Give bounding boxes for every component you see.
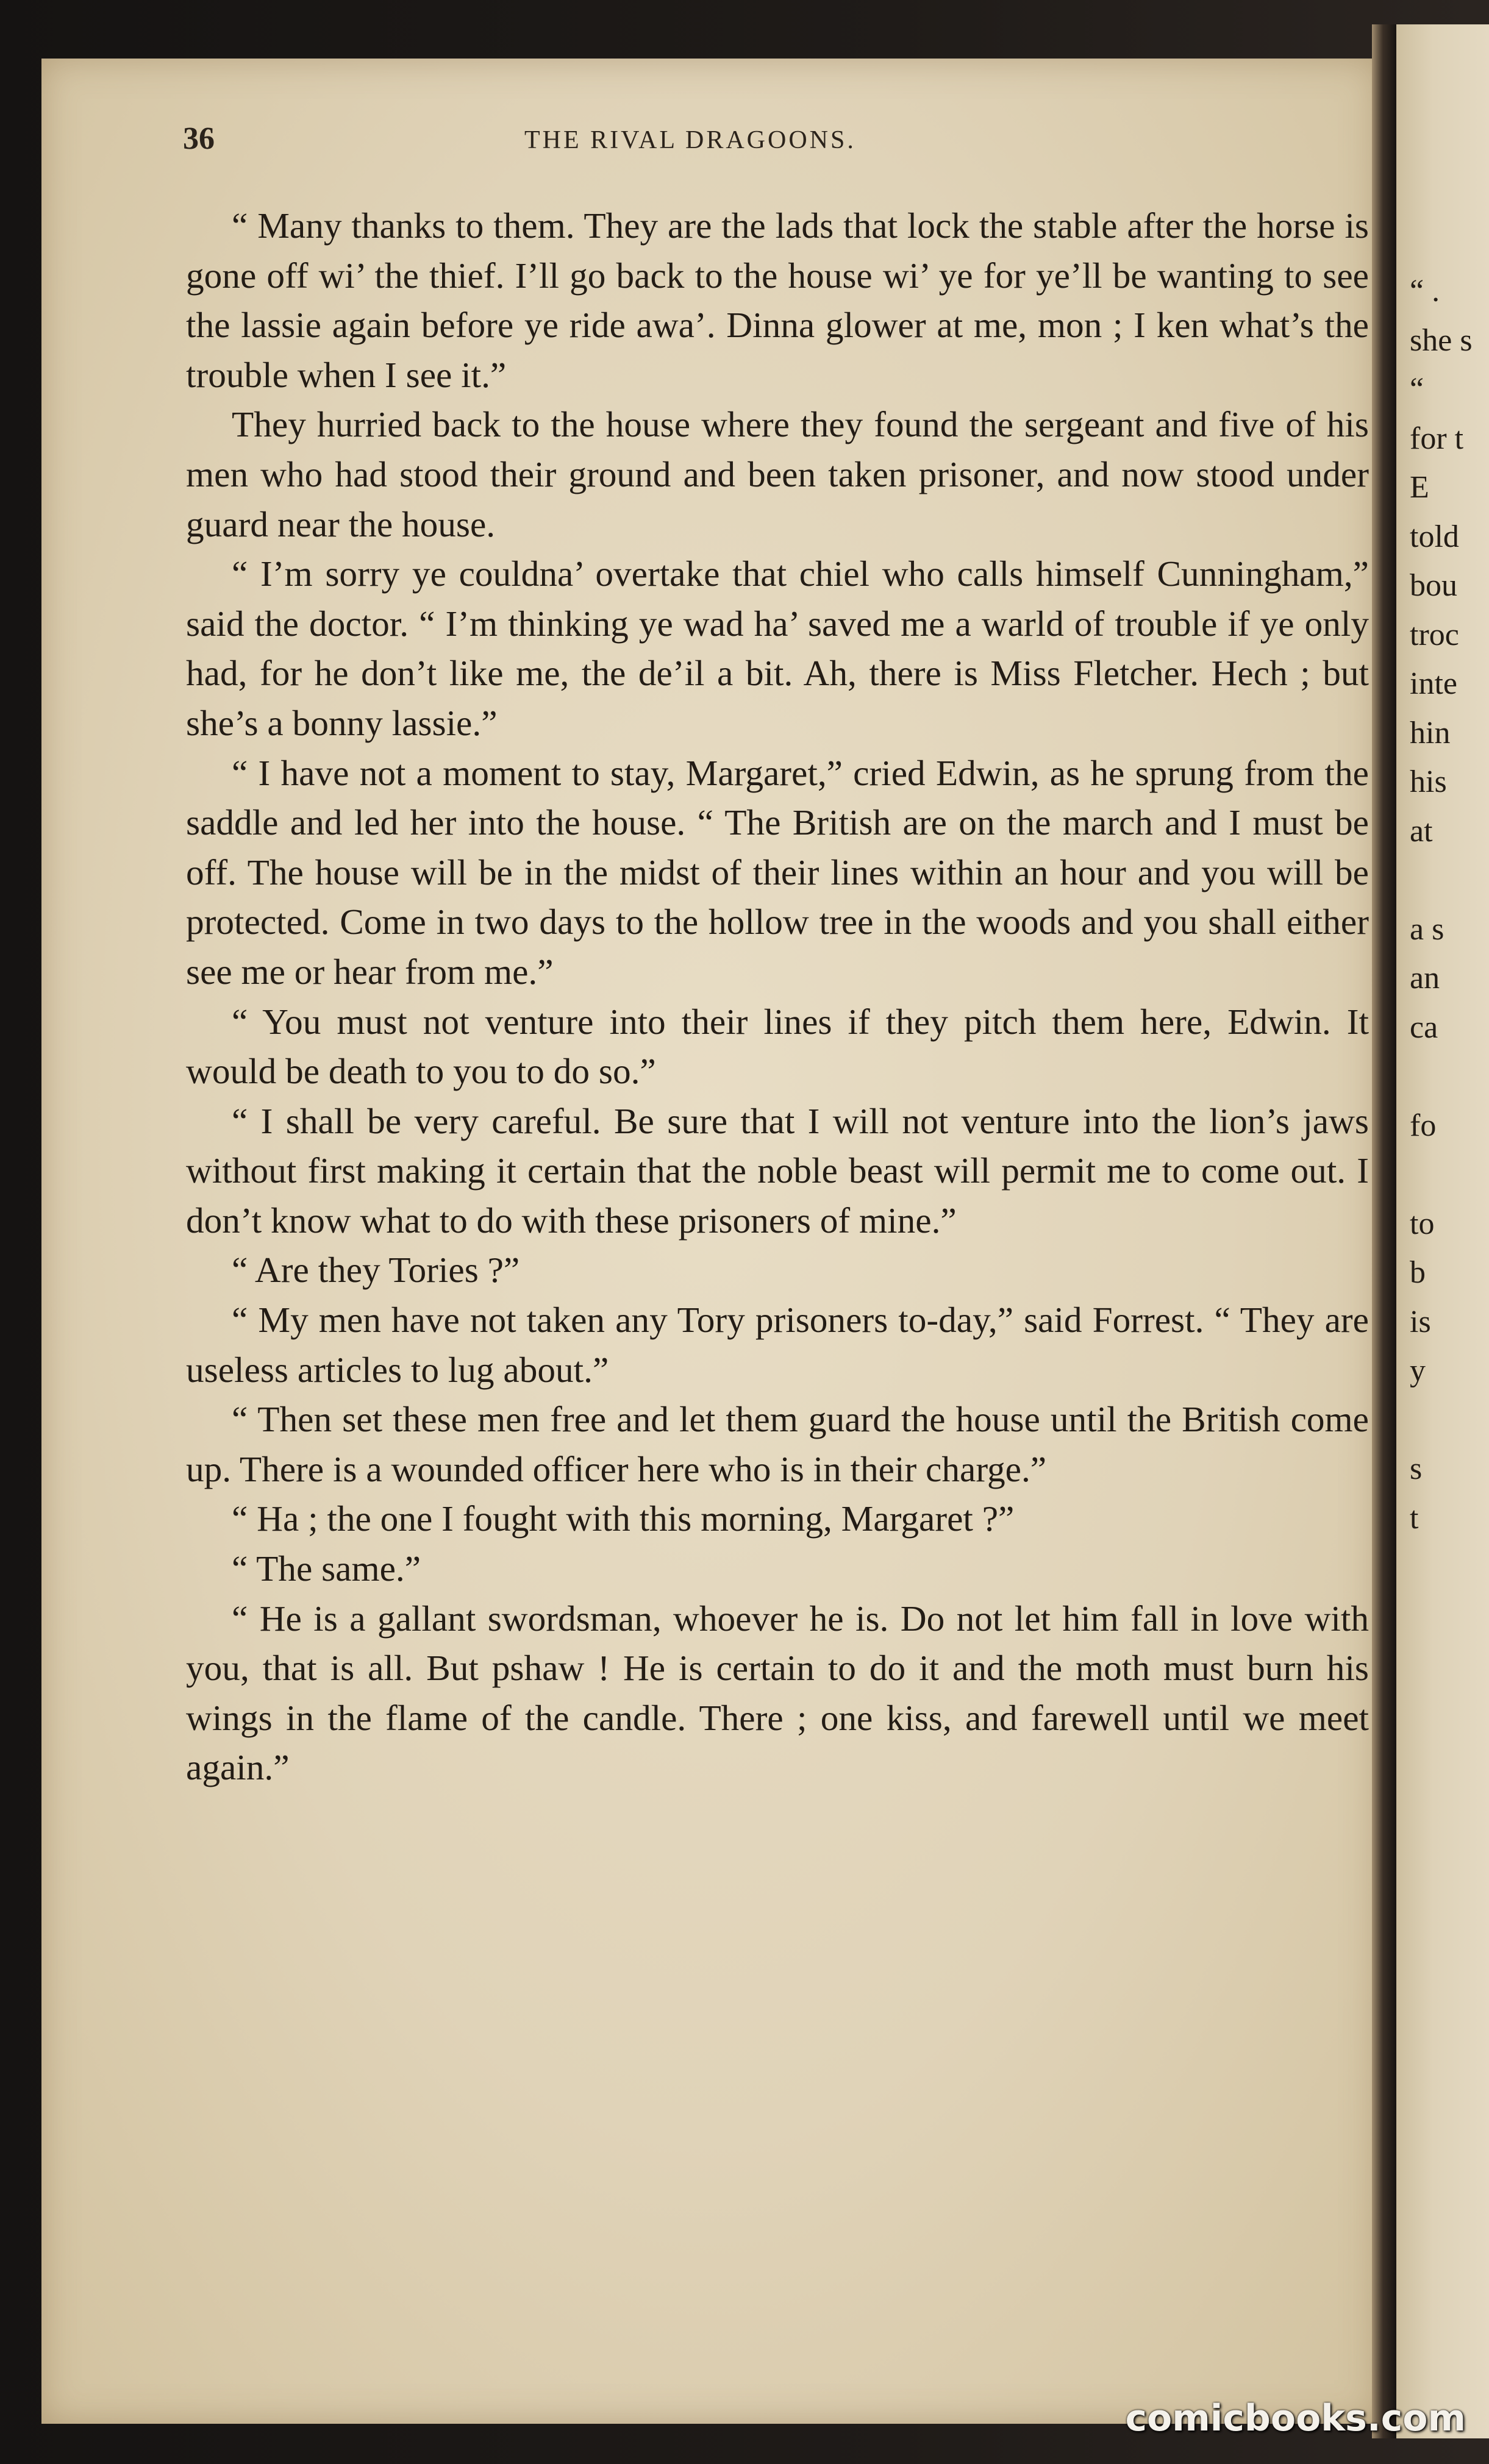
facing-line: “: [1410, 372, 1424, 407]
paragraph: “ I shall be very careful. Be sure that I will not venture into the lion’s jaws without first making it certain that the noble beast will permit me to come out. I don’t know what to do with these prisoners of mine.”: [186, 1100, 1369, 1241]
facing-line: “ .: [1410, 274, 1440, 308]
facing-line: for t: [1410, 421, 1464, 456]
facing-line: told: [1410, 519, 1459, 554]
paragraph: “ Many thanks to them. They are the lads that lock the stable after the horse is gone off wi’ the thief. I’ll go back to the house wi’ ye for ye’ll be wanting to see the lassie again before ye ride awa’. Dinna glower at me, mon ; I ken what’s the trouble when I see it.”: [186, 205, 1369, 395]
paragraph: “ You must not venture into their lines if they pitch them here, Edwin. It would be death to you to do so.”: [186, 1001, 1369, 1092]
facing-line: bou: [1410, 568, 1457, 603]
facing-line: hin: [1410, 715, 1451, 750]
facing-line: s: [1410, 1451, 1423, 1486]
facing-line: a s: [1410, 911, 1444, 947]
facing-line: fo: [1410, 1108, 1437, 1143]
page-number: 36: [183, 121, 215, 156]
facing-line: E: [1410, 470, 1429, 505]
facing-line: [1410, 1052, 1489, 1102]
facing-line: at: [1410, 813, 1433, 849]
facing-line: his: [1410, 764, 1447, 799]
facing-line: b: [1410, 1255, 1426, 1290]
running-head: [183, 121, 1293, 169]
facing-line: an: [1410, 961, 1440, 995]
page-body-text: [186, 201, 1369, 1793]
paragraph: “ My men have not taken any Tory prisoners to-day,” said Forrest. “ They are useless articles to lug about.”: [186, 1300, 1369, 1390]
paragraph: “ I’m sorry ye couldna’ overtake that chiel who calls himself Cunningham,” said the doctor. “ I’m thinking ye wad ha’ saved me a warld of trouble if ye only had, for he don’t like me, the de’il a bit. Ah, there is Miss Fletcher. Hech ; but she’s a bonny lassie.”: [186, 554, 1369, 743]
facing-line: inte: [1410, 666, 1457, 701]
facing-line: is: [1410, 1304, 1431, 1339]
paragraph: “ He is a gallant swordsman, whoever he is. Do not let him fall in love with you, that is all. But pshaw ! He is certain to do it and the moth must burn his wings in the flame of the candle. There ; one kiss, and farewell until we meet again.”: [186, 1598, 1369, 1788]
paragraph: “ I have not a moment to stay, Margaret,” cried Edwin, as he sprung from the saddle and led her into the house. “ The British are on the march and I must be off. The house will be in the midst of their lines within an hour and you will be protected. Come in two days to the hollow tree in the woods and you shall either see me or hear from me.”: [186, 752, 1369, 992]
paragraph: “ The same.”: [232, 1548, 421, 1589]
facing-line: [1410, 856, 1489, 905]
facing-line: troc: [1410, 617, 1459, 652]
facing-line: t: [1410, 1500, 1419, 1536]
facing-page-text: [1410, 267, 1489, 1543]
facing-line: to: [1410, 1206, 1435, 1241]
facing-page-edge: [1396, 24, 1489, 2438]
paragraph: “ Ha ; the one I fought with this morning, Margaret ?”: [232, 1498, 1015, 1539]
book-title-header: THE RIVAL DRAGOONS.: [524, 126, 856, 154]
watermark: comicbooks.com: [1125, 2397, 1466, 2440]
facing-line: [1410, 1150, 1489, 1200]
facing-line: y: [1410, 1353, 1426, 1388]
paragraph: They hurried back to the house where they found the sergeant and five of his men who had stood their ground and been taken prisoner, and now stood under guard near the house.: [186, 404, 1369, 544]
paragraph: “ Are they Tories ?”: [232, 1250, 520, 1291]
facing-line: [1410, 1396, 1489, 1445]
facing-line: ca: [1410, 1009, 1438, 1045]
paragraph: “ Then set these men free and let them guard the house until the British come up. There is a wounded officer here who is in their charge.”: [186, 1399, 1369, 1489]
facing-line: she s: [1410, 322, 1473, 358]
book-gutter: [1372, 24, 1396, 2438]
